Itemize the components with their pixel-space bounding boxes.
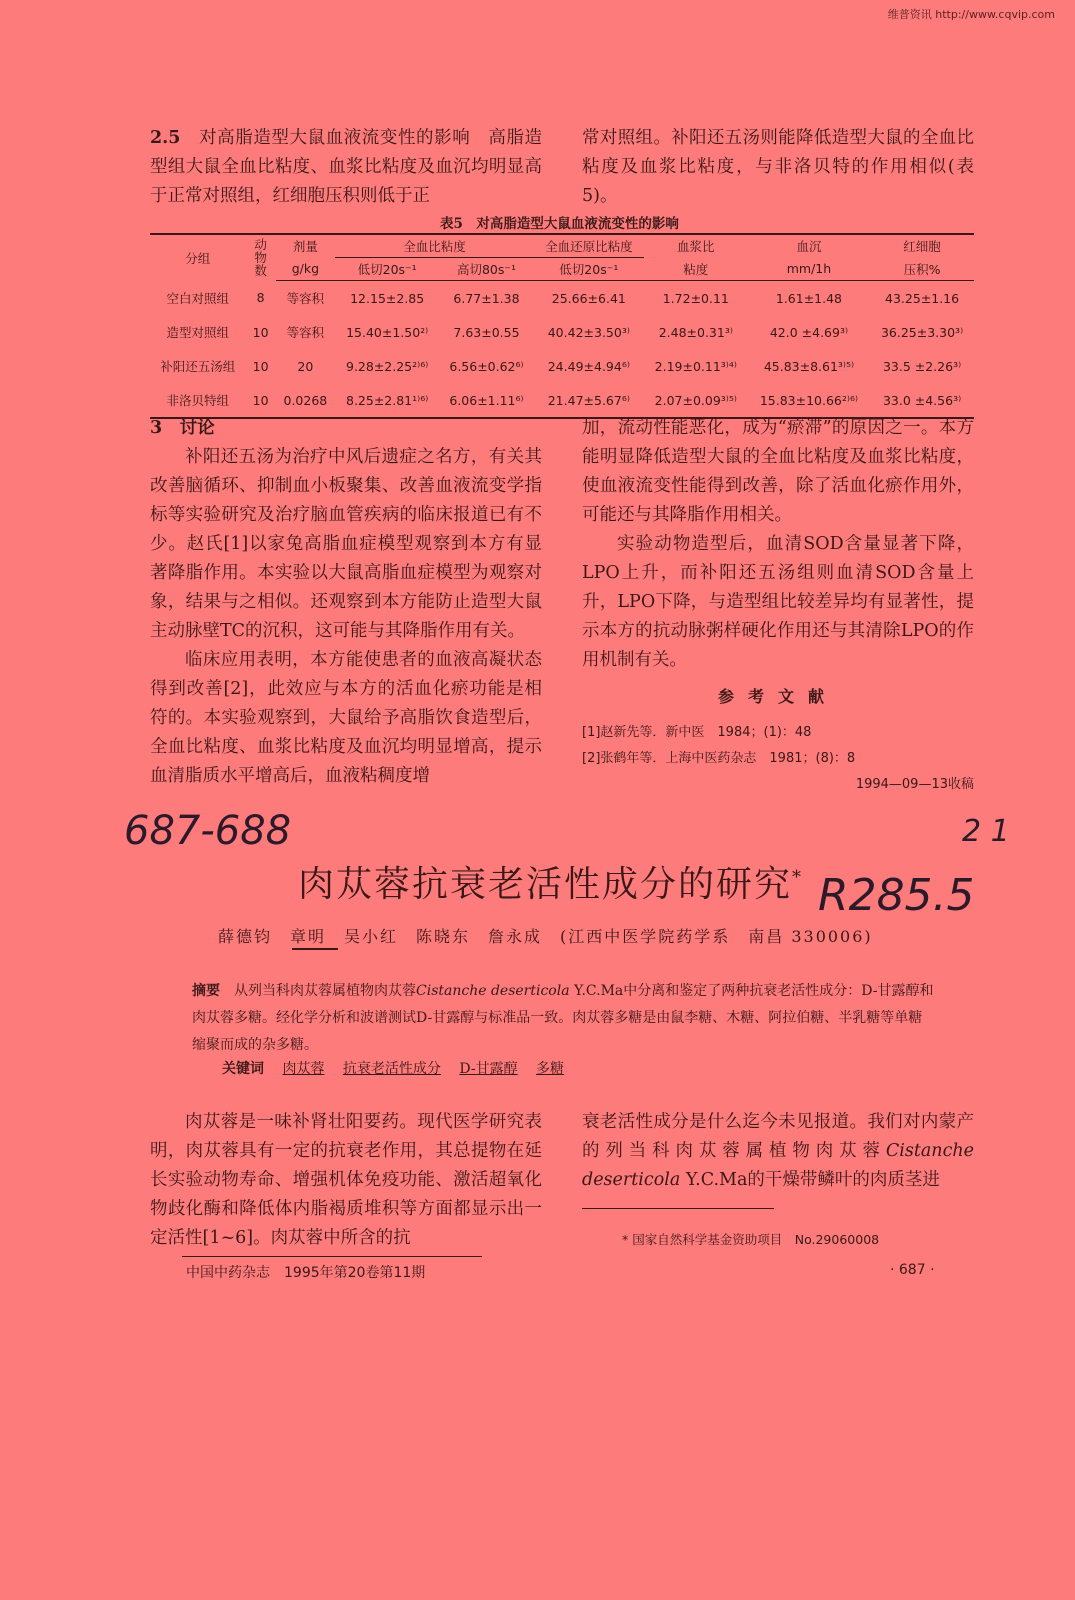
keywords-label: 关键词 [222,1061,264,1077]
th-animals: 动物数 [246,234,276,281]
table5-wrap [150,233,974,419]
cell-hct: 33.5 ±2.26³⁾ [882,358,962,374]
footnote: * 国家自然科学基金资助项目 No.29060008 [622,1232,880,1247]
footnote-rule [582,1208,774,1209]
cell-esr: 1.61±1.48 [775,290,843,306]
body-right-species: Cistanche deserticola [582,1141,974,1190]
cell-dose: 等容积 [286,291,325,306]
article-body-right [582,1108,974,1195]
cell-dose: 0.0268 [276,383,336,418]
table5-body [150,281,974,419]
th-group: 分组 [150,234,246,281]
th-esr-unit: mm/1h [748,258,870,281]
cell-low: 9.28±2.25²⁾⁶⁾ [346,358,429,374]
reference-item: [2]张鹤年等．上海中医药杂志 1981；(8)：8 [582,751,856,766]
th-dose-unit: g/kg [276,258,336,281]
cell-hct: 43.25±1.16 [885,290,960,306]
keyword: 多糖 [536,1061,565,1077]
discussion-p1: 补阳还五汤为治疗中风后遗症之名方，有关其改善脑循环、抑制血小板聚集、改善血液流变学指标等实验研究及治疗脑血管疾病的临床报道已有不少。赵氏[1]以家兔高脂血症模型观察到本方有显著降脂作用。本实验以大鼠高脂血症模型为观察对象，结果与之相似。还观察到本方能防止造型大鼠主动脉壁TC的沉积，这可能与其降脂作用有关。 [150,447,542,641]
table-row [150,281,974,316]
sec25-right [582,124,974,211]
discussion-p2: 临床应用表明，本方能使患者的血液高凝状态得到改善[2]，此效应与本方的活血化瘀功能是相符的。本实验观察到，大鼠给予高脂饮食造型后，全血比粘度、血浆比粘度及血沉均明显增高，提示血清脂质水平增高后，血液粘稠度增 [150,650,542,786]
received-date: 1994—09—13收稿 [855,777,974,792]
keyword: D-甘露醇 [459,1061,518,1077]
abstract [192,978,934,1059]
abstract-prefix: 从列当科肉苁蓉属植物肉苁蓉 [234,983,416,999]
author-underline [292,948,338,950]
watermark: 维普资讯 http://www.cqvip.com [887,8,1055,21]
article-title-text: 肉苁蓉抗衰老活性成分的研究 [298,864,793,905]
cell-group: 补阳还五汤组 [160,359,236,374]
body-right-part1: 衰老活性成分是什么迄今未见报道。我们对内蒙产的列当科肉苁蓉属植物肉苁蓉 [582,1112,974,1161]
handwritten-class-code: R285.5 [818,870,975,921]
abstract-label: 摘要 [192,983,220,999]
cell-reduced: 40.42±3.50³⁾ [547,324,630,340]
cell-group: 造型对照组 [166,325,230,340]
th-reduced: 全血还原比粘度 [534,234,644,258]
th-whole-blood: 全血比粘度 [335,234,534,258]
cell-reduced: 24.49±4.94⁶⁾ [547,358,630,374]
table5-caption: 表5 对高脂造型大鼠血液流变性的影响 [440,216,679,232]
cell-esr: 45.83±8.61³⁾⁵⁾ [763,358,855,374]
cell-n: 8 [256,290,265,306]
cell-dose: 20 [297,358,314,374]
discussion-p3: 加，流动性能恶化，成为“瘀滞”的原因之一。本方能明显降低造型大鼠的全血比粘度及血浆比粘度，使血液流变性能得到改善，除了活血化瘀作用外，可能还与其降脂作用相关。 [582,418,974,525]
cell-hct: 36.25±3.30³⁾ [880,324,964,340]
discussion-left [150,414,542,791]
table-row [150,383,974,418]
cell-plasma: 1.72±0.11 [662,290,729,306]
table5 [150,233,974,419]
keywords [222,1056,922,1083]
discussion-right [582,414,974,675]
reference-item: [1]赵新先等．新中医 1984；(1)：48 [582,725,812,740]
cell-hct: 33.0 ±4.56³⁾ [870,383,974,418]
abstract-species: Cistanche deserticola [416,983,570,999]
article-body-left [150,1108,542,1253]
cell-low: 8.25±2.81¹⁾⁶⁾ [335,383,439,418]
cell-n: 10 [246,383,276,418]
th-high-cut: 高切80s⁻¹ [439,258,534,281]
sec25-left [150,124,542,211]
cell-dose: 等容积 [286,325,325,340]
references-heading: 参考文献 [718,687,839,706]
cell-n: 10 [252,358,269,374]
sec25-left-text: 对高脂造型大鼠血液流变性的影响 高脂造型组大鼠全血比粘度、血浆比粘度及血沉均明显高于正常对照组，红细胞压积则低于正 [150,128,543,206]
th-hct: 红细胞 [870,234,974,258]
th-hct-2: 压积% [870,258,974,281]
references-list [582,720,974,798]
cell-group: 空白对照组 [166,290,230,306]
th-plasma: 血浆比 [644,234,748,258]
cell-high: 7.63±0.55 [453,324,520,340]
body-right-part2: Y.C.Ma的干燥带鳞叶的肉质茎进 [685,1170,940,1190]
cell-reduced: 25.66±6.41 [551,290,626,306]
sec25-right-text: 常对照组。补阳还五汤则能降低造型大鼠的全血比粘度及血浆比粘度，与非洛贝特的作用相似(表5)。 [582,128,974,206]
handwritten-pages: 687-688 [124,808,292,854]
abstract-rest: Y.C.Ma中分离和鉴定了两种抗衰老活性成分：D-甘露醇和肉苁蓉多糖。经化学分析和波谱测试D-甘露醇与标准品一致。肉苁蓉多糖是由鼠李糖、木糖、阿拉伯糖、半乳糖等单糖缩聚而成的杂多糖。 [192,983,934,1053]
table-row [150,349,974,383]
table-row [150,315,974,349]
cell-plasma: 2.07±0.09³⁾⁵⁾ [644,383,748,418]
th-plasma-2: 粘度 [644,258,748,281]
cell-high: 6.56±0.62⁶⁾ [449,358,524,374]
th-low-cut: 低切20s⁻¹ [335,258,439,281]
keyword: 抗衰老活性成分 [342,1061,441,1077]
cell-esr: 42.0 ±4.69³⁾ [769,324,849,340]
article-title-mark: * [792,867,804,888]
cell-reduced: 21.47±5.67⁶⁾ [534,383,644,418]
cell-plasma: 2.19±0.11³⁾⁴⁾ [654,358,737,374]
handwritten-mark: 2 1 [962,814,1010,849]
discussion-p4: 实验动物造型后，血清SOD含量显著下降，LPO上升，而补阳还五汤组则血清SOD含量上升，LPO下降，与造型组比较差异均有显著性，提示本方的抗动脉粥样硬化作用还与其清除LPO的作用机制有关。 [582,534,974,670]
discussion-heading: 3 讨论 [150,418,215,438]
article-body-right-text [582,1108,974,1195]
cell-low: 15.40±1.50²⁾ [346,324,429,340]
cell-high: 6.06±1.11⁶⁾ [439,383,534,418]
cell-n: 10 [252,324,269,340]
keyword: 肉苁蓉 [282,1061,325,1077]
th-esr: 血沉 [748,234,870,258]
footer-rule [182,1256,482,1257]
cell-plasma: 2.48±0.31³⁾ [658,324,733,340]
cell-low: 12.15±2.85 [350,290,425,306]
article-title [298,856,803,907]
cell-high: 6.77±1.38 [453,290,520,306]
th-reduced-low: 低切20s⁻¹ [534,258,644,281]
article-authors: 薛德钧 章明 吴小红 陈晓东 詹永成 (江西中医学院药学系 南昌 330006) [218,927,873,946]
sec25-heading: 2.5 [150,128,181,148]
article-body-left-text: 肉苁蓉是一味补肾壮阳要药。现代医学研究表明，肉苁蓉具有一定的抗衰老作用，其总提物在延长实验动物寿命、增强机体免疫功能、激活超氧化物歧化酶和降低体内脂褐质堆积等方面都显示出一定活性[1~6]。肉苁蓉中所含的抗 [150,1112,542,1248]
th-dose: 剂量 [276,234,336,258]
cell-group: 非洛贝特组 [150,383,246,418]
cell-esr: 15.83±10.66²⁾⁶⁾ [748,383,870,418]
footer-page: · 687 · [890,1262,935,1278]
footer-journal: 中国中药杂志 1995年第20卷第11期 [186,1265,426,1281]
